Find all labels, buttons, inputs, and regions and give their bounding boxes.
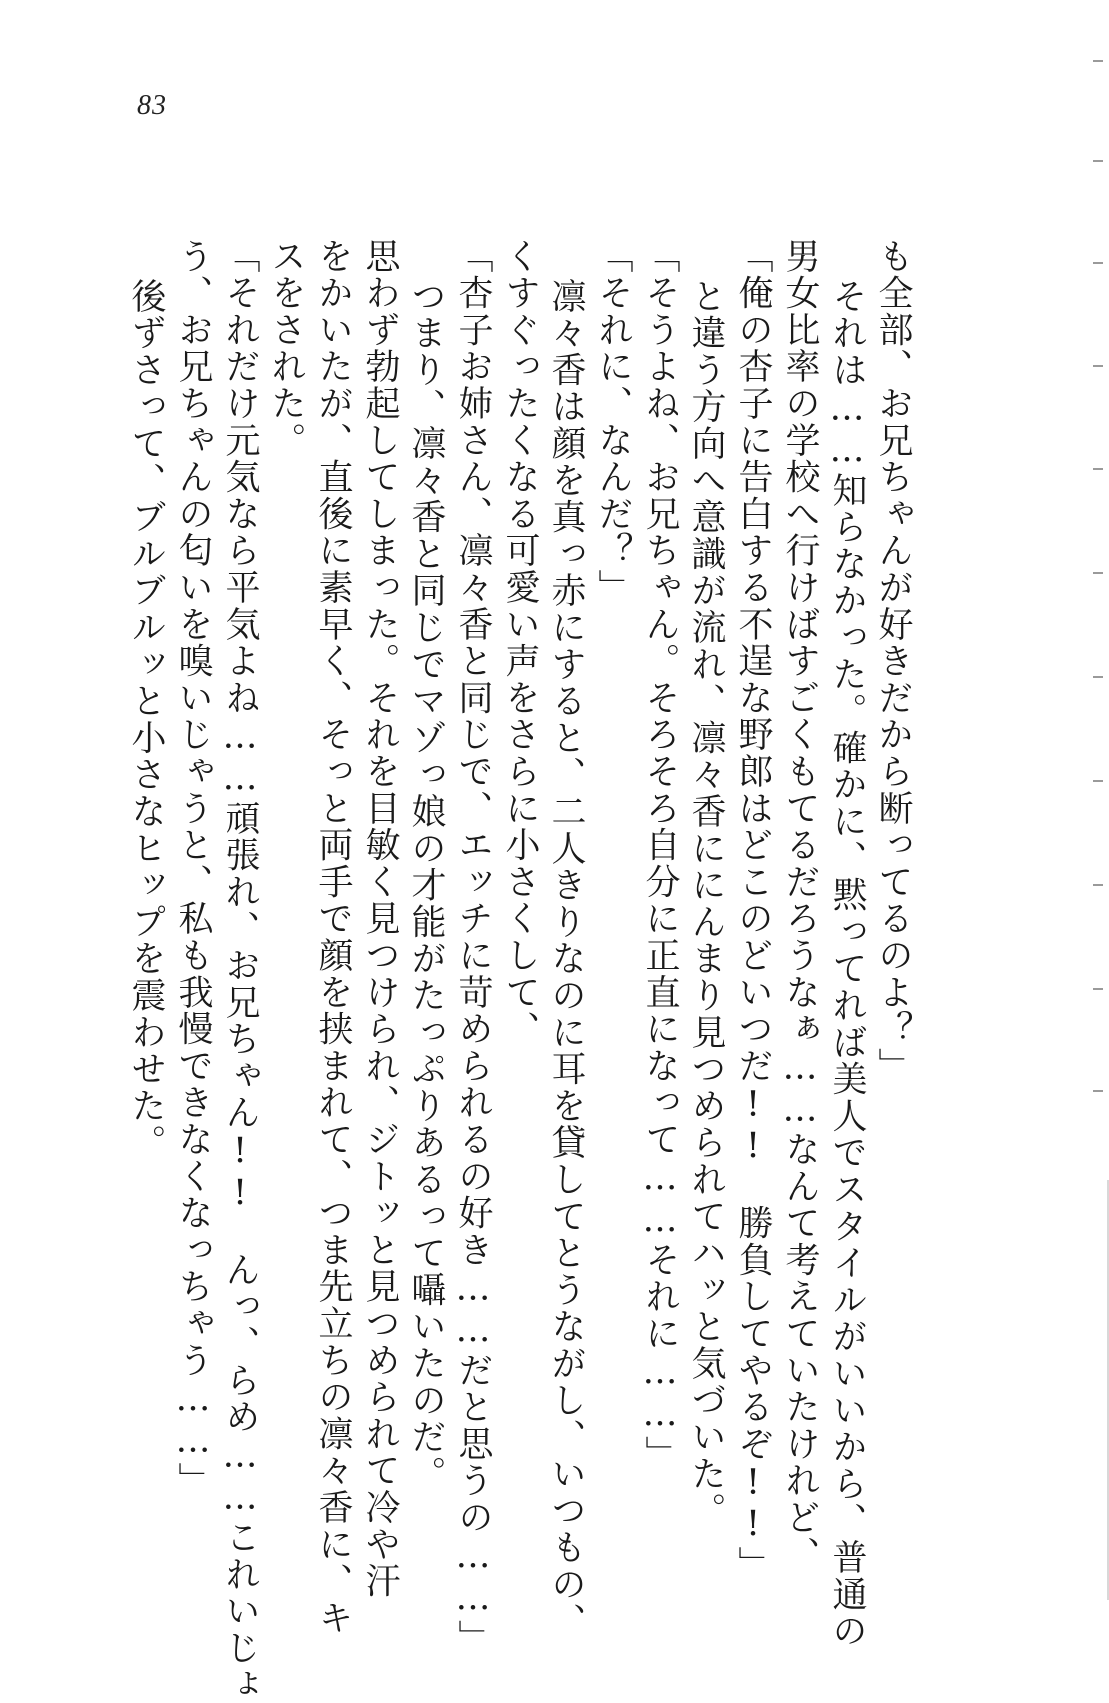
page-number: 83: [137, 90, 167, 121]
text-line-6: 「そうよね、お兄ちゃん。そろそろ自分に正直になって……それに……」: [640, 238, 680, 1473]
text-line-17: 後ずさって、ブルブルッと小さなヒップを震わせた。: [126, 278, 166, 1162]
edge-mark: [1093, 884, 1103, 886]
text-line-2: それは……知らなかった。確かに、黙ってれば美人でスタイルがいいから、普通の: [827, 278, 867, 1650]
edge-mark: [1093, 468, 1103, 470]
text-line-13: をかいたが、直後に素早く、そっと両手で顔を挟まれて、つま先立ちの凛々香に、キ: [313, 238, 353, 1637]
edge-mark: [1093, 988, 1103, 990]
text-line-15: 「それだけ元気なら平気よね……頑張れ、お兄ちゃん!! んっ、らめ……これいじょ: [220, 238, 260, 1703]
edge-mark: [1093, 780, 1103, 782]
edge-mark: [1093, 262, 1103, 264]
text-line-10: 「杏子お姉さん、凛々香と同じで、エッチに苛められるの好き……だと思うの……」: [453, 238, 493, 1657]
text-line-7: 「それに、なんだ？」: [593, 238, 633, 606]
body-text: [90, 238, 913, 1703]
text-line-4: 「俺の杏子に告白する不逞な野郎はどこのどいつだ!! 勝負してやるぞ!!」: [733, 238, 773, 1583]
edge-mark: [1093, 365, 1103, 367]
edge-mark: [1093, 676, 1103, 678]
text-line-16: う、お兄ちゃんの匂いを嗅いじゃうと、私も我慢できなくなっちゃう……」: [173, 238, 213, 1500]
edge-mark: [1093, 1090, 1103, 1092]
text-line-12: 思わず勃起してしまった。それを目敏く見つけられ、ジトッと見つめられて冷や汗: [360, 238, 400, 1600]
edge-mark: [1093, 572, 1103, 574]
edge-mark: [1093, 60, 1103, 62]
text-line-1: も全部、お兄ちゃんが好きだから断ってるのよ？」: [873, 238, 913, 1085]
text-line-8: 凛々香は顔を真っ赤にすると、二人きりなのに耳を貸してとうながし、いつもの、: [546, 278, 586, 1640]
text-line-5: と違う方向へ意識が流れ、凛々香ににんまり見つめられてハッと気づいた。: [686, 278, 726, 1530]
text-line-9: くすぐったくなる可愛い声をさらに小さくして、: [500, 238, 540, 1048]
text-line-14: スをされた。: [266, 238, 306, 459]
text-line-11: つまり、凛々香と同じでマゾっ娘の才能がたっぷりあるって囁いたのだ。: [406, 278, 446, 1493]
edge-mark: [1093, 160, 1103, 162]
text-line-3: 男女比率の学校へ行けばすごくもてるだろうなぁ……なんて考えていたけれど、: [780, 238, 820, 1573]
